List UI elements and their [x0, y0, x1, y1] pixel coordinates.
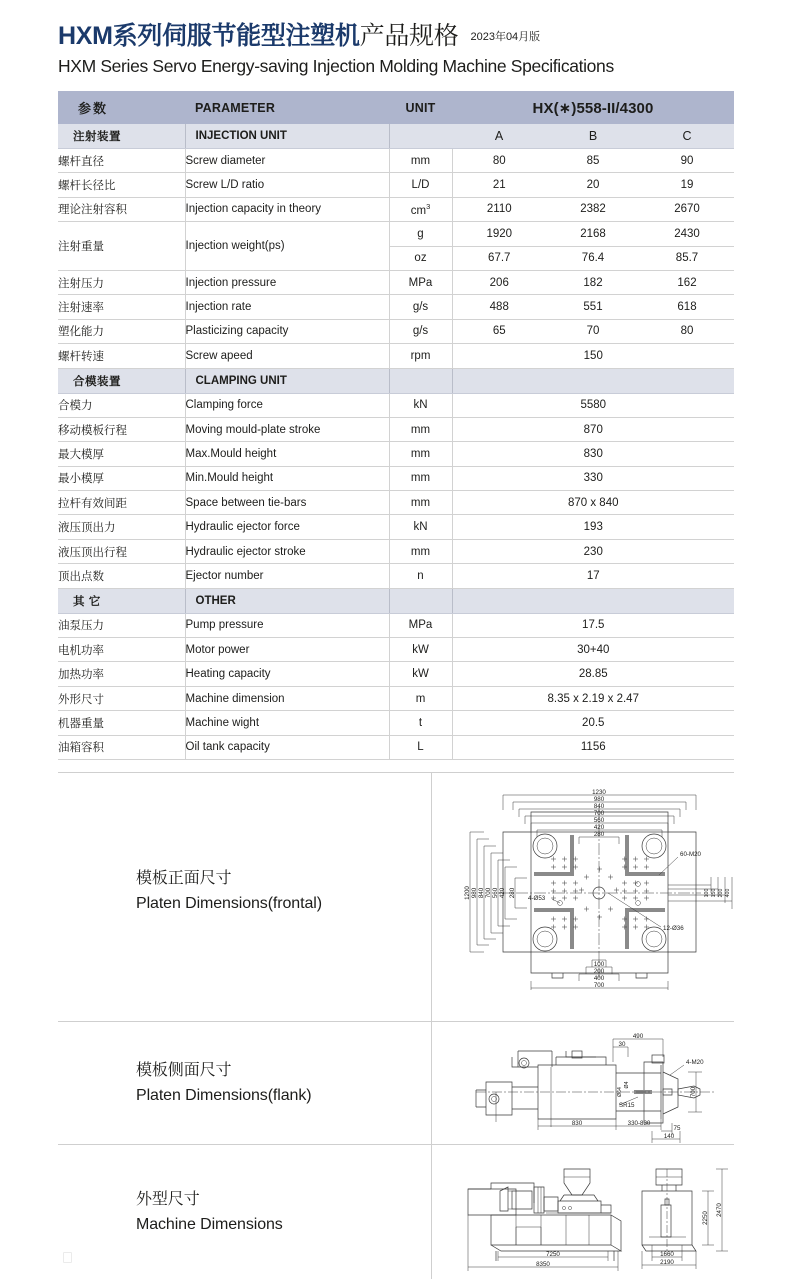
dim-flank-330-830: 330-830: [627, 1120, 651, 1127]
row-value-a: 21: [452, 173, 546, 197]
section-value-blank: [452, 588, 734, 613]
row-en: Machine wight: [185, 711, 389, 735]
row-value-c: 19: [640, 173, 734, 197]
section-header-other: [58, 588, 734, 613]
table-row: [58, 564, 734, 588]
row-unit: oz: [389, 246, 452, 270]
dim-top-280: 280: [593, 831, 605, 838]
row-unit: kW: [389, 638, 452, 662]
table-body: [58, 91, 734, 759]
title-line-english: HXM Series Servo Energy-saving Injection Molding Machine Specifications: [58, 56, 614, 76]
row-en: Max.Mould height: [185, 442, 389, 466]
table-header-row: [58, 91, 734, 124]
platen-frontal-drawing: [456, 777, 746, 1017]
diagram-label-machine: [136, 1188, 283, 1238]
callout-SR15: SR15: [619, 1102, 635, 1109]
table-row: [58, 711, 734, 735]
row-value-span: 5580: [452, 393, 734, 417]
row-value-span: 28.85: [452, 662, 734, 686]
row-unit: mm: [389, 417, 452, 441]
section-cn: 注射装置: [58, 124, 185, 149]
row-unit: g/s: [389, 319, 452, 343]
row-value-span: 870 x 840: [452, 491, 734, 515]
section-cn: 合模装置: [58, 368, 185, 393]
row-en: Screw diameter: [185, 149, 389, 173]
section-header-injection: [58, 124, 734, 149]
diagram-label-en: Machine Dimensions: [136, 1215, 283, 1233]
row-value-span: 20.5: [452, 711, 734, 735]
row-en: Injection weight(ps): [185, 222, 389, 271]
row-unit: m: [389, 686, 452, 710]
row-unit: t: [389, 711, 452, 735]
row-value-span: 230: [452, 539, 734, 563]
row-value-c: 80: [640, 319, 734, 343]
row-cn: 理论注射容积: [58, 197, 185, 221]
row-unit: L/D: [389, 173, 452, 197]
table-row: [58, 539, 734, 563]
table-row: [58, 491, 734, 515]
table-row: [58, 393, 734, 417]
callout-60-M20: 60-M20: [680, 851, 701, 858]
row-en: Hydraulic ejector force: [185, 515, 389, 539]
row-cn: 螺杆转速: [58, 344, 185, 368]
diagram-label-en: Platen Dimensions(frontal): [136, 894, 322, 912]
row-value-span: 8.35 x 2.19 x 2.47: [452, 686, 734, 710]
dim-flank-490: 490: [632, 1033, 644, 1040]
row-en: Ejector number: [185, 564, 389, 588]
table-row: [58, 319, 734, 343]
table-row: [58, 662, 734, 686]
row-value-span: 30+40: [452, 638, 734, 662]
table-row: [58, 515, 734, 539]
row-cn: 拉杆有效间距: [58, 491, 185, 515]
row-cn: 液压顶出行程: [58, 539, 185, 563]
row-en: Injection pressure: [185, 270, 389, 294]
dim-right-400: 400: [725, 888, 731, 898]
callout-d64: Ø64: [617, 1087, 623, 1097]
dim-top-840: 840: [593, 803, 605, 810]
row-cn: 螺杆长径比: [58, 173, 185, 197]
dim-right-100: 100: [704, 888, 710, 898]
dim-left-280: 280: [509, 887, 516, 899]
diagram-divider: [431, 1145, 432, 1279]
section-unit-blank: [389, 368, 452, 393]
row-cn: 电机功率: [58, 638, 185, 662]
row-value-c: 2430: [640, 222, 734, 246]
diagram-label-cn: 外型尺寸: [136, 1191, 200, 1208]
row-cn: 移动模板行程: [58, 417, 185, 441]
row-value-b: 2382: [546, 197, 640, 221]
row-en: Heating capacity: [185, 662, 389, 686]
row-value-c: 2670: [640, 197, 734, 221]
row-en: Plasticizing capacity: [185, 319, 389, 343]
row-value-b: 20: [546, 173, 640, 197]
row-cn: 最小模厚: [58, 466, 185, 490]
row-value-a: 206: [452, 270, 546, 294]
row-cn: 顶出点数: [58, 564, 185, 588]
title-version: 2023年04月版: [470, 31, 541, 43]
table-row: [58, 149, 734, 173]
diagram-row-platen-flank: [58, 1021, 734, 1145]
row-unit: g: [389, 222, 452, 246]
callout-4-D53: 4-Ø53: [528, 895, 546, 902]
row-cn: 合模力: [58, 393, 185, 417]
row-unit: [389, 197, 452, 221]
header-param-cn: 参数: [58, 91, 185, 124]
row-unit: mm: [389, 539, 452, 563]
unit-superscript: 3: [426, 202, 431, 212]
diagram-label-en: Platen Dimensions(flank): [136, 1086, 312, 1104]
row-cn: 加热功率: [58, 662, 185, 686]
section-header-clamping: [58, 368, 734, 393]
dim-machine-2190: 2190: [660, 1259, 674, 1266]
row-en: Clamping force: [185, 393, 389, 417]
dim-machine-7250: 7250: [546, 1251, 560, 1258]
dim-top-1230: 1230: [592, 789, 606, 796]
row-en: Injection capacity in theory: [185, 197, 389, 221]
row-cn: 油泵压力: [58, 613, 185, 637]
row-cn: 注射压力: [58, 270, 185, 294]
row-value-c: 618: [640, 295, 734, 319]
row-unit: mm: [389, 466, 452, 490]
machine-dimensions-drawing: [446, 1157, 746, 1275]
row-unit: kW: [389, 662, 452, 686]
section-en: CLAMPING UNIT: [185, 368, 389, 393]
document-title-block: [58, 24, 734, 77]
row-en: Screw L/D ratio: [185, 173, 389, 197]
callout-12-D36: 12-Ø36: [663, 925, 684, 932]
dim-bottom-400: 400: [593, 975, 605, 982]
dim-top-980: 980: [593, 796, 605, 803]
row-value-b: 551: [546, 295, 640, 319]
row-unit: rpm: [389, 344, 452, 368]
section-unit-blank: [389, 124, 452, 149]
table-row: [58, 442, 734, 466]
section-unit-blank: [389, 588, 452, 613]
table-row: [58, 613, 734, 637]
row-cn: 机器重量: [58, 711, 185, 735]
specifications-table: [58, 91, 734, 760]
dim-top-560: 560: [593, 817, 605, 824]
row-unit: mm: [389, 442, 452, 466]
dim-top-420: 420: [593, 824, 605, 831]
dim-bottom-700: 700: [593, 982, 605, 989]
diagram-divider: [431, 773, 432, 1022]
row-value-span: 193: [452, 515, 734, 539]
diagram-label-frontal: [136, 867, 322, 917]
unit-text: cm: [410, 204, 427, 217]
table-row: [58, 638, 734, 662]
row-en: Pump pressure: [185, 613, 389, 637]
header-model: HX(∗)558-II/4300: [452, 91, 734, 124]
row-en: Injection rate: [185, 295, 389, 319]
title-cn-regular: 产品规格: [359, 22, 459, 50]
dim-machine-1660: 1660: [660, 1251, 674, 1258]
row-en: Screw apeed: [185, 344, 389, 368]
row-value-c: 85.7: [640, 246, 734, 270]
row-cn: 外形尺寸: [58, 686, 185, 710]
row-value-a: 1920: [452, 222, 546, 246]
row-value-c: 162: [640, 270, 734, 294]
diagram-label-cn: 模板侧面尺寸: [136, 1062, 232, 1079]
row-en: Oil tank capacity: [185, 735, 389, 759]
section-cn: 其 它: [58, 588, 185, 613]
dim-flank-75: 75: [673, 1125, 681, 1132]
variant-c: C: [640, 124, 734, 149]
header-unit: UNIT: [389, 91, 452, 124]
row-en: Motor power: [185, 638, 389, 662]
diagram-label-cn: 模板正面尺寸: [136, 870, 232, 887]
dim-flank-830: 830: [571, 1120, 583, 1127]
row-value-a: 67.7: [452, 246, 546, 270]
row-cn: 注射速率: [58, 295, 185, 319]
row-value-a: 488: [452, 295, 546, 319]
dim-left-560: 560: [492, 887, 499, 899]
table-row: [58, 173, 734, 197]
row-unit: n: [389, 564, 452, 588]
dim-bottom-100: 100: [593, 961, 605, 968]
section-value-blank: [452, 368, 734, 393]
section-en: INJECTION UNIT: [185, 124, 389, 149]
row-unit: mm: [389, 491, 452, 515]
row-en: Min.Mould height: [185, 466, 389, 490]
row-cn: 注射重量: [58, 222, 185, 271]
row-value-b: 2168: [546, 222, 640, 246]
row-cn: 液压顶出力: [58, 515, 185, 539]
row-value-span: 17.5: [452, 613, 734, 637]
row-cn: 螺杆直径: [58, 149, 185, 173]
dim-left-420: 420: [499, 887, 506, 899]
callout-4-M20: 4-M20: [686, 1059, 704, 1066]
row-cn: 油箱容积: [58, 735, 185, 759]
row-cn: 最大模厚: [58, 442, 185, 466]
row-en: Moving mould-plate stroke: [185, 417, 389, 441]
row-value-b: 182: [546, 270, 640, 294]
row-en: Hydraulic ejector stroke: [185, 539, 389, 563]
dim-flank-140: 140: [663, 1133, 675, 1140]
table-row: [58, 270, 734, 294]
row-value-b: 70: [546, 319, 640, 343]
dim-left-700: 700: [485, 887, 492, 899]
table-row: [58, 197, 734, 221]
title-cn-bold: HXM系列伺服节能型注塑机: [58, 22, 360, 50]
row-en: Machine dimension: [185, 686, 389, 710]
row-en: Space between tie-bars: [185, 491, 389, 515]
table-row: [58, 222, 734, 246]
diagram-divider: [431, 1022, 432, 1145]
table-row: [58, 735, 734, 759]
row-value-b: 76.4: [546, 246, 640, 270]
dim-machine-8350: 8350: [536, 1261, 550, 1268]
title-line-chinese: [58, 24, 734, 49]
row-unit: kN: [389, 515, 452, 539]
dim-top-700: 700: [593, 810, 605, 817]
diagram-row-machine-dimensions: [58, 1144, 734, 1279]
callout-d4: Ø4: [624, 1081, 630, 1089]
dim-bottom-200: 200: [593, 968, 605, 975]
dim-flank-30: 30: [618, 1041, 626, 1048]
row-unit: mm: [389, 149, 452, 173]
section-en: OTHER: [185, 588, 389, 613]
row-value-span: 330: [452, 466, 734, 490]
diagram-row-platen-frontal: [58, 772, 734, 1022]
table-row: [58, 295, 734, 319]
row-value-span: 870: [452, 417, 734, 441]
row-value-span: 150: [452, 344, 734, 368]
table-row: [58, 686, 734, 710]
table-row: [58, 344, 734, 368]
row-unit: MPa: [389, 270, 452, 294]
page-corner-mark: [63, 1252, 72, 1263]
row-unit: g/s: [389, 295, 452, 319]
row-unit: L: [389, 735, 452, 759]
dim-right-200: 200: [718, 888, 724, 898]
header-param-en: PARAMETER: [185, 91, 389, 124]
table-row: [58, 466, 734, 490]
row-value-b: 85: [546, 149, 640, 173]
variant-b: B: [546, 124, 640, 149]
row-value-span: 830: [452, 442, 734, 466]
dim-machine-2250: 2250: [702, 1211, 709, 1225]
variant-a: A: [452, 124, 546, 149]
dim-left-1200: 1200: [464, 886, 471, 900]
row-cn: 塑化能力: [58, 319, 185, 343]
diagram-label-flank: [136, 1059, 311, 1109]
row-value-a: 80: [452, 149, 546, 173]
dim-right-150: 150: [711, 888, 717, 898]
row-unit: kN: [389, 393, 452, 417]
row-value-c: 90: [640, 149, 734, 173]
row-value-a: 65: [452, 319, 546, 343]
row-value-span: 1156: [452, 735, 734, 759]
dim-left-840: 840: [478, 887, 485, 899]
dim-flank-700: 700: [690, 1086, 697, 1098]
dim-machine-2470: 2470: [716, 1203, 723, 1217]
row-unit: MPa: [389, 613, 452, 637]
row-value-span: 17: [452, 564, 734, 588]
dim-left-980: 980: [471, 887, 478, 899]
platen-flank-drawing: [456, 1027, 746, 1145]
row-value-a: 2110: [452, 197, 546, 221]
table-row: [58, 417, 734, 441]
